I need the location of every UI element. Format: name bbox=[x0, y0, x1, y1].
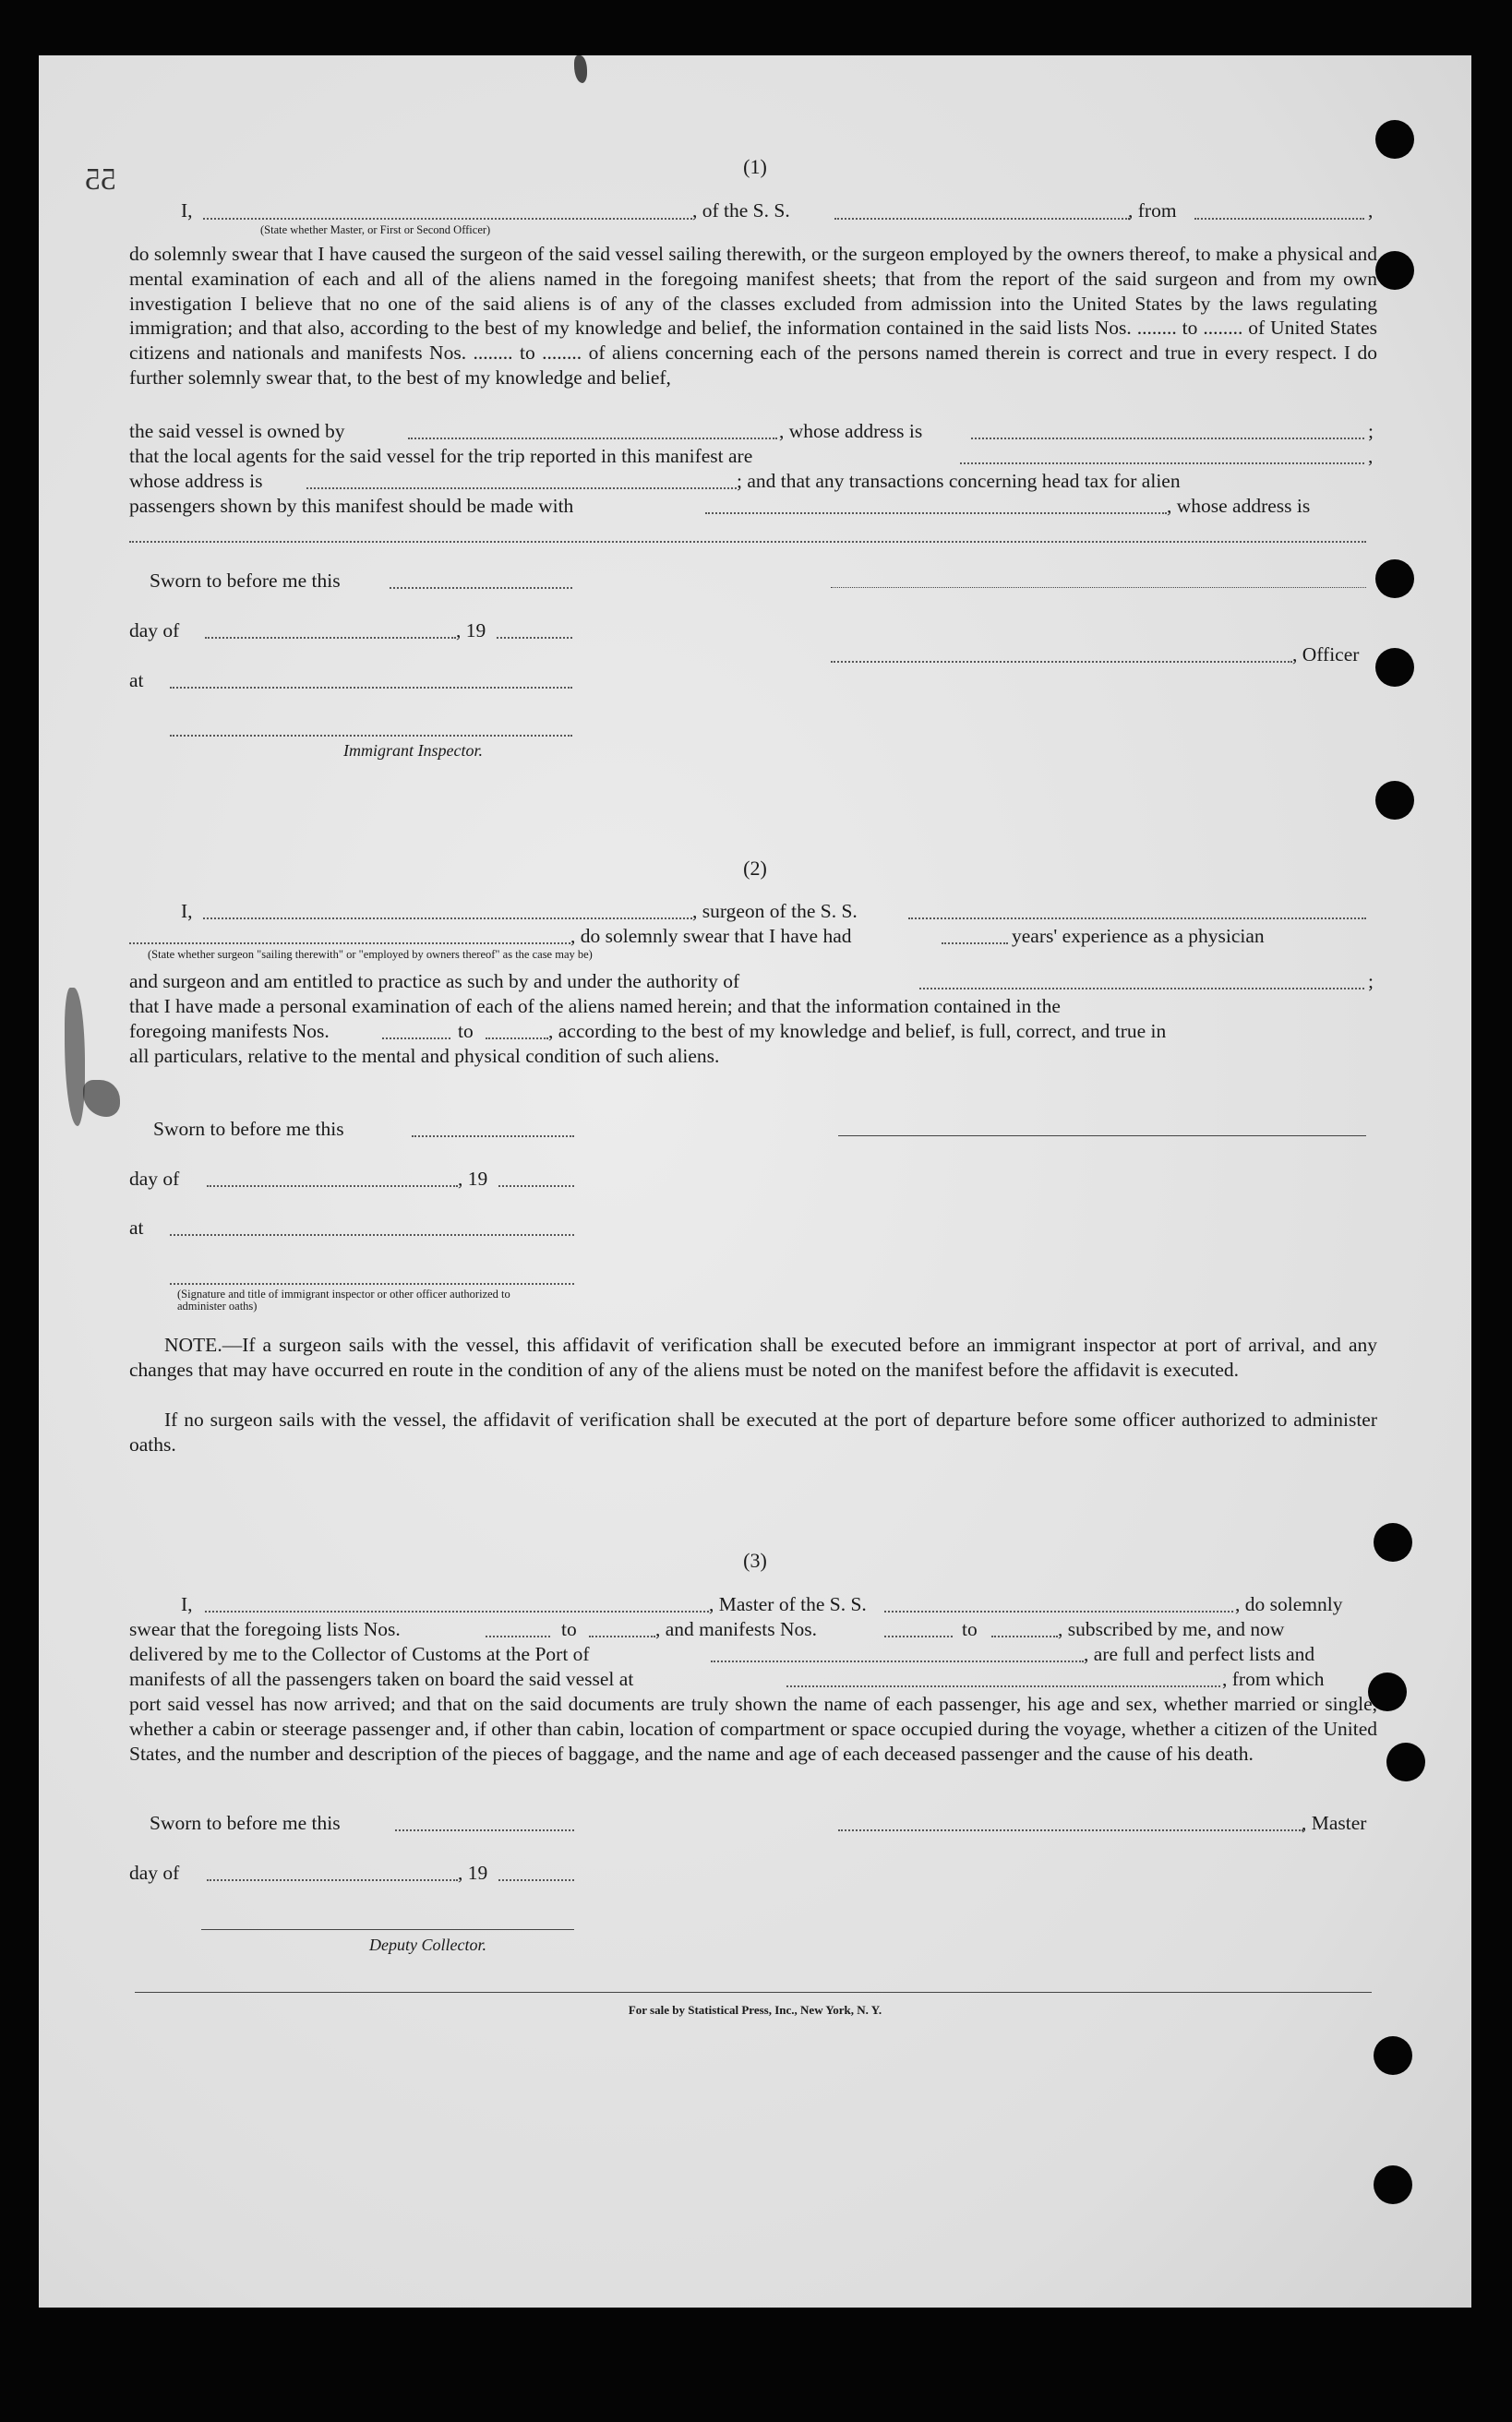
s1-agents-line bbox=[960, 462, 1364, 464]
punch-hole bbox=[1375, 781, 1414, 820]
ink-blot bbox=[83, 1080, 120, 1117]
s1-at: at bbox=[129, 669, 144, 691]
s1-owner-address-line bbox=[971, 438, 1364, 439]
section-3-number: (3) bbox=[743, 1549, 767, 1572]
s2-authority-line bbox=[919, 988, 1364, 989]
s2-ship-line bbox=[908, 917, 1366, 919]
punch-hole bbox=[1374, 2165, 1412, 2204]
s2-semicolon: ; bbox=[1368, 970, 1374, 992]
s2-to-line bbox=[486, 1037, 548, 1039]
s2-year: , 19 bbox=[458, 1168, 488, 1190]
s1-semicolon: ; bbox=[1368, 420, 1374, 442]
s3-to2: to bbox=[962, 1618, 978, 1640]
s1-sworn-line bbox=[390, 587, 572, 589]
s2-foregoing: foregoing manifests Nos. bbox=[129, 1020, 330, 1042]
s2-nos-line bbox=[382, 1037, 450, 1039]
s3-do-solemnly: , do solemnly bbox=[1235, 1593, 1343, 1615]
s3-master-sign-line bbox=[838, 1829, 1303, 1831]
s1-body: do solemnly swear that I have caused the surgeon of the said vessel sailing therewith, or the surgeon employed by the owners thereof, to make a physical and mental examination of each and all of the aliens named in the foregoing manifest sheets; that from the report of the said surgeon and from my own investigation I believe that no one of the said aliens is of any of the classes excluded from admission into the United States by the laws regulating immigration; and that also, according to the best of my knowledge and belief, the information contained in the said lists Nos. ........ to ........ of United States citizens and nationals and manifests Nos. ........ to ........ of aliens concerning each of the persons named therein is correct and true in every respect. I do further solemnly swear that, to the best of my knowledge and belief, bbox=[129, 243, 1377, 389]
s1-signature-line bbox=[831, 587, 1366, 588]
punch-hole bbox=[1375, 251, 1414, 290]
s1-agents-address: whose address is bbox=[129, 470, 263, 492]
ink-blot bbox=[574, 55, 587, 83]
s2-day-line bbox=[207, 1185, 458, 1187]
ink-blot bbox=[65, 988, 85, 1126]
s1-headtax-line bbox=[705, 512, 1167, 514]
s3-at-port-line bbox=[786, 1685, 1220, 1687]
s2-inspector-line bbox=[170, 1283, 574, 1285]
punch-hole bbox=[1375, 648, 1414, 687]
s2-examination: that I have made a personal examination of each of the aliens named herein; and that the information contained in the bbox=[129, 995, 1061, 1017]
s2-to: to bbox=[458, 1020, 474, 1042]
s2-note1: NOTE.—If a surgeon sails with the vessel, this affidavit of verification shall be executed before an immigrant inspector at port of arrival, and any changes that may have occurred en route in the condition of any of the aliens must be noted on the manifest before the affidavit is executed. bbox=[129, 1334, 1377, 1381]
s3-sworn-line bbox=[395, 1829, 574, 1831]
s1-owner-line bbox=[408, 438, 777, 439]
s3-full-perfect: , are full and perfect lists and bbox=[1084, 1643, 1315, 1665]
s2-particulars: all particulars, relative to the mental and physical condition of such aliens. bbox=[129, 1045, 720, 1067]
s2-day-of: day of bbox=[129, 1168, 180, 1190]
s2-note2: If no surgeon sails with the vessel, the affidavit of verification shall be executed at the port of departure before some officer authorized to administer oaths. bbox=[129, 1409, 1377, 1456]
s3-to: to bbox=[561, 1618, 577, 1640]
punch-hole bbox=[1386, 1743, 1425, 1781]
s3-swear: swear that the foregoing lists Nos. bbox=[129, 1618, 401, 1640]
footer-imprint: For sale by Statistical Press, Inc., New York, N. Y. bbox=[628, 2003, 882, 2017]
s3-name-line bbox=[205, 1611, 709, 1613]
s3-day-line bbox=[207, 1879, 458, 1881]
s1-inspector: Immigrant Inspector. bbox=[343, 741, 483, 760]
s2-authority: and surgeon and am entitled to practice as such by and under the authority of bbox=[129, 970, 740, 992]
s3-i: I, bbox=[181, 1593, 193, 1615]
s1-headtax-address-full-line bbox=[129, 541, 1366, 543]
s2-sworn: Sworn to before me this bbox=[153, 1118, 344, 1140]
s3-manifests-line bbox=[884, 1636, 953, 1637]
s1-day-of: day of bbox=[129, 619, 180, 641]
s2-solemnly: , do solemnly swear that I have had bbox=[570, 925, 852, 947]
margin-number: 55 bbox=[85, 162, 116, 197]
s1-headtax-address: , whose address is bbox=[1167, 495, 1311, 517]
s1-from-line bbox=[1194, 218, 1364, 220]
s1-year: , 19 bbox=[456, 619, 486, 641]
s3-to2-line bbox=[991, 1636, 1058, 1637]
s3-day-of: day of bbox=[129, 1862, 180, 1884]
punch-hole bbox=[1375, 559, 1414, 598]
footer-rule bbox=[135, 1992, 1372, 1993]
s1-officer-sign-line bbox=[831, 661, 1292, 663]
s3-and-manifests: , and manifests Nos. bbox=[655, 1618, 817, 1640]
s1-transactions: ; and that any transactions concerning head tax for alien bbox=[737, 470, 1181, 492]
s3-master-of: , Master of the S. S. bbox=[709, 1593, 867, 1615]
s1-comma: , bbox=[1368, 199, 1374, 222]
s1-i: I, bbox=[181, 199, 193, 222]
s1-year-line bbox=[497, 637, 572, 639]
s2-at-line bbox=[170, 1234, 574, 1236]
s3-master: , Master bbox=[1302, 1812, 1367, 1834]
punch-hole bbox=[1375, 120, 1414, 159]
s1-comma2: , bbox=[1368, 445, 1374, 467]
s3-to-line bbox=[589, 1636, 655, 1637]
s3-delivered: delivered by me to the Collector of Customs at the Port of bbox=[129, 1643, 590, 1665]
s1-agents-address-line bbox=[306, 487, 737, 489]
s1-officer-note: (State whether Master, or First or Second Officer) bbox=[260, 223, 491, 236]
s2-according: , according to the best of my knowledge and belief, is full, correct, and true in bbox=[548, 1020, 1167, 1042]
s1-local-agents: that the local agents for the said vessel for the trip reported in this manifest are bbox=[129, 445, 753, 467]
s2-surgeon-note: (State whether surgeon "sailing therewith" or "employed by owners thereof" as the case may be) bbox=[148, 948, 593, 961]
section-2-number: (2) bbox=[743, 857, 767, 880]
s2-type-line bbox=[129, 942, 570, 944]
s3-year: , 19 bbox=[458, 1862, 488, 1884]
s3-body: port said vessel has now arrived; and that on the said documents are truly shown the name of each passenger, his age and sex, whether married or single, whether a cabin or steerage passenger and, if other than cabin, location of compartment or space occupied during the voyage, whether a citizen of the United States, and the number and description of the pieces of baggage, and the name and age of each deceased passenger and the cause of his death. bbox=[129, 1693, 1377, 1765]
manifest-page bbox=[39, 55, 1471, 2308]
s3-from-which: , from which bbox=[1222, 1668, 1325, 1690]
s1-day-line bbox=[205, 637, 456, 639]
s1-owner-address: , whose address is bbox=[779, 420, 923, 442]
punch-hole bbox=[1374, 2036, 1412, 2075]
s3-port-line bbox=[711, 1661, 1084, 1662]
s2-name-line bbox=[203, 917, 692, 919]
s1-from: , from bbox=[1128, 199, 1177, 222]
s3-collector: Deputy Collector. bbox=[369, 1936, 486, 1954]
s2-years: years' experience as a physician bbox=[1012, 925, 1265, 947]
s3-ship-line bbox=[884, 1611, 1233, 1613]
s3-subscribed: , subscribed by me, and now bbox=[1058, 1618, 1285, 1640]
section-1-number: (1) bbox=[743, 155, 767, 178]
s3-year-line bbox=[498, 1879, 574, 1881]
s1-owned-by: the said vessel is owned by bbox=[129, 420, 345, 442]
s2-sworn-line bbox=[412, 1135, 574, 1137]
s2-signature-line bbox=[838, 1135, 1366, 1136]
s3-collector-line bbox=[201, 1929, 574, 1930]
s1-inspector-line bbox=[170, 735, 572, 737]
s2-year-line bbox=[498, 1185, 574, 1187]
s2-years-line bbox=[942, 942, 1008, 944]
s2-signature-note: (Signature and title of immigrant inspector or other officer authorized to administer oaths) bbox=[177, 1288, 510, 1313]
s2-surgeon: , surgeon of the S. S. bbox=[692, 900, 858, 922]
s1-officer-name-line bbox=[203, 218, 692, 220]
s2-at: at bbox=[129, 1217, 144, 1239]
s1-sworn: Sworn to before me this bbox=[150, 570, 341, 592]
s1-at-line bbox=[170, 687, 572, 689]
s1-passengers: passengers shown by this manifest should be made with bbox=[129, 495, 574, 517]
s1-officer: , Officer bbox=[1292, 643, 1360, 665]
s3-sworn: Sworn to before me this bbox=[150, 1812, 341, 1834]
s3-lists-line bbox=[486, 1636, 550, 1637]
s1-ship-line bbox=[834, 218, 1130, 220]
s1-of-ss: , of the S. S. bbox=[692, 199, 790, 222]
s3-manifests-all: manifests of all the passengers taken on board the said vessel at bbox=[129, 1668, 634, 1690]
s2-i: I, bbox=[181, 900, 193, 922]
